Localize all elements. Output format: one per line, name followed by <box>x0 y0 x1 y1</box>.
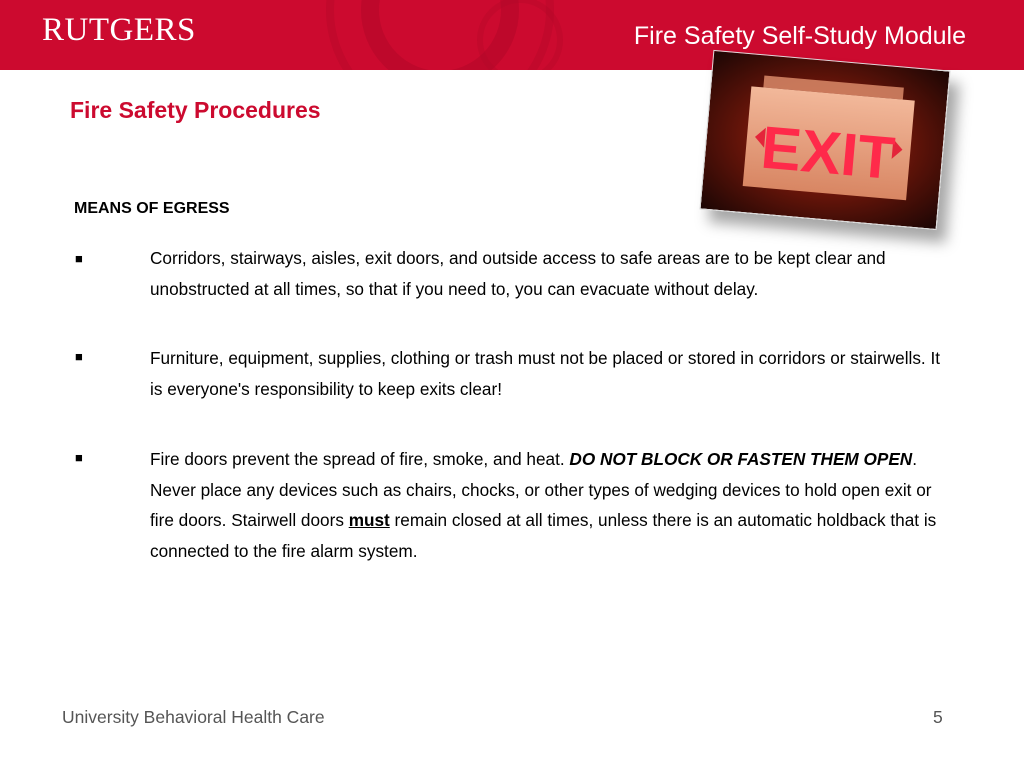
svg-text:EXIT: EXIT <box>758 113 898 192</box>
bullet-3-text-c: remain closed at all times, unless there is an automatic holdback that is connected to the fire alarm system. <box>150 510 937 561</box>
bullet-item-2: Furniture, equipment, supplies, clothing or trash must not be placed or stored in corridors or stairwells. It is everyone's responsibility to keep exits clear! <box>150 348 941 399</box>
bullet-item-3 <box>150 444 950 566</box>
header-bar <box>0 0 1024 70</box>
bullet-3-text-a: Fire doors prevent the spread of fire, smoke, and heat. <box>150 449 570 469</box>
section-heading: MEANS OF EGRESS <box>74 200 230 217</box>
bullet-3-must: must <box>348 510 390 530</box>
exit-sign-photo <box>699 50 950 230</box>
square-bullet-icon: ■ <box>75 251 83 266</box>
exit-sign-icon <box>701 51 950 229</box>
square-bullet-icon: ■ <box>75 450 83 465</box>
footer-organization: University Behavioral Health Care <box>62 707 325 727</box>
page-title: Fire Safety Procedures <box>70 97 321 123</box>
square-bullet-icon: ■ <box>75 349 83 364</box>
bullet-3-text-b: . Never place any devices such as chairs, chocks, or other types of wedging devices to hold open exit or fire doors. Stairwell doors <box>150 449 932 530</box>
module-title: Fire Safety Self-Study Module <box>633 22 966 50</box>
rutgers-logo <box>42 12 196 49</box>
logo-text: RUTGERS <box>42 12 196 48</box>
bullet-item-1: Corridors, stairways, aisles, exit doors, and outside access to safe areas are to be kept clear and unobstructed at all times, so that if you need to, you can evacuate without delay. <box>150 248 886 299</box>
bullet-3-emphasis: DO NOT BLOCK OR FASTEN THEM OPEN <box>569 449 913 469</box>
page-number: 5 <box>933 707 943 727</box>
